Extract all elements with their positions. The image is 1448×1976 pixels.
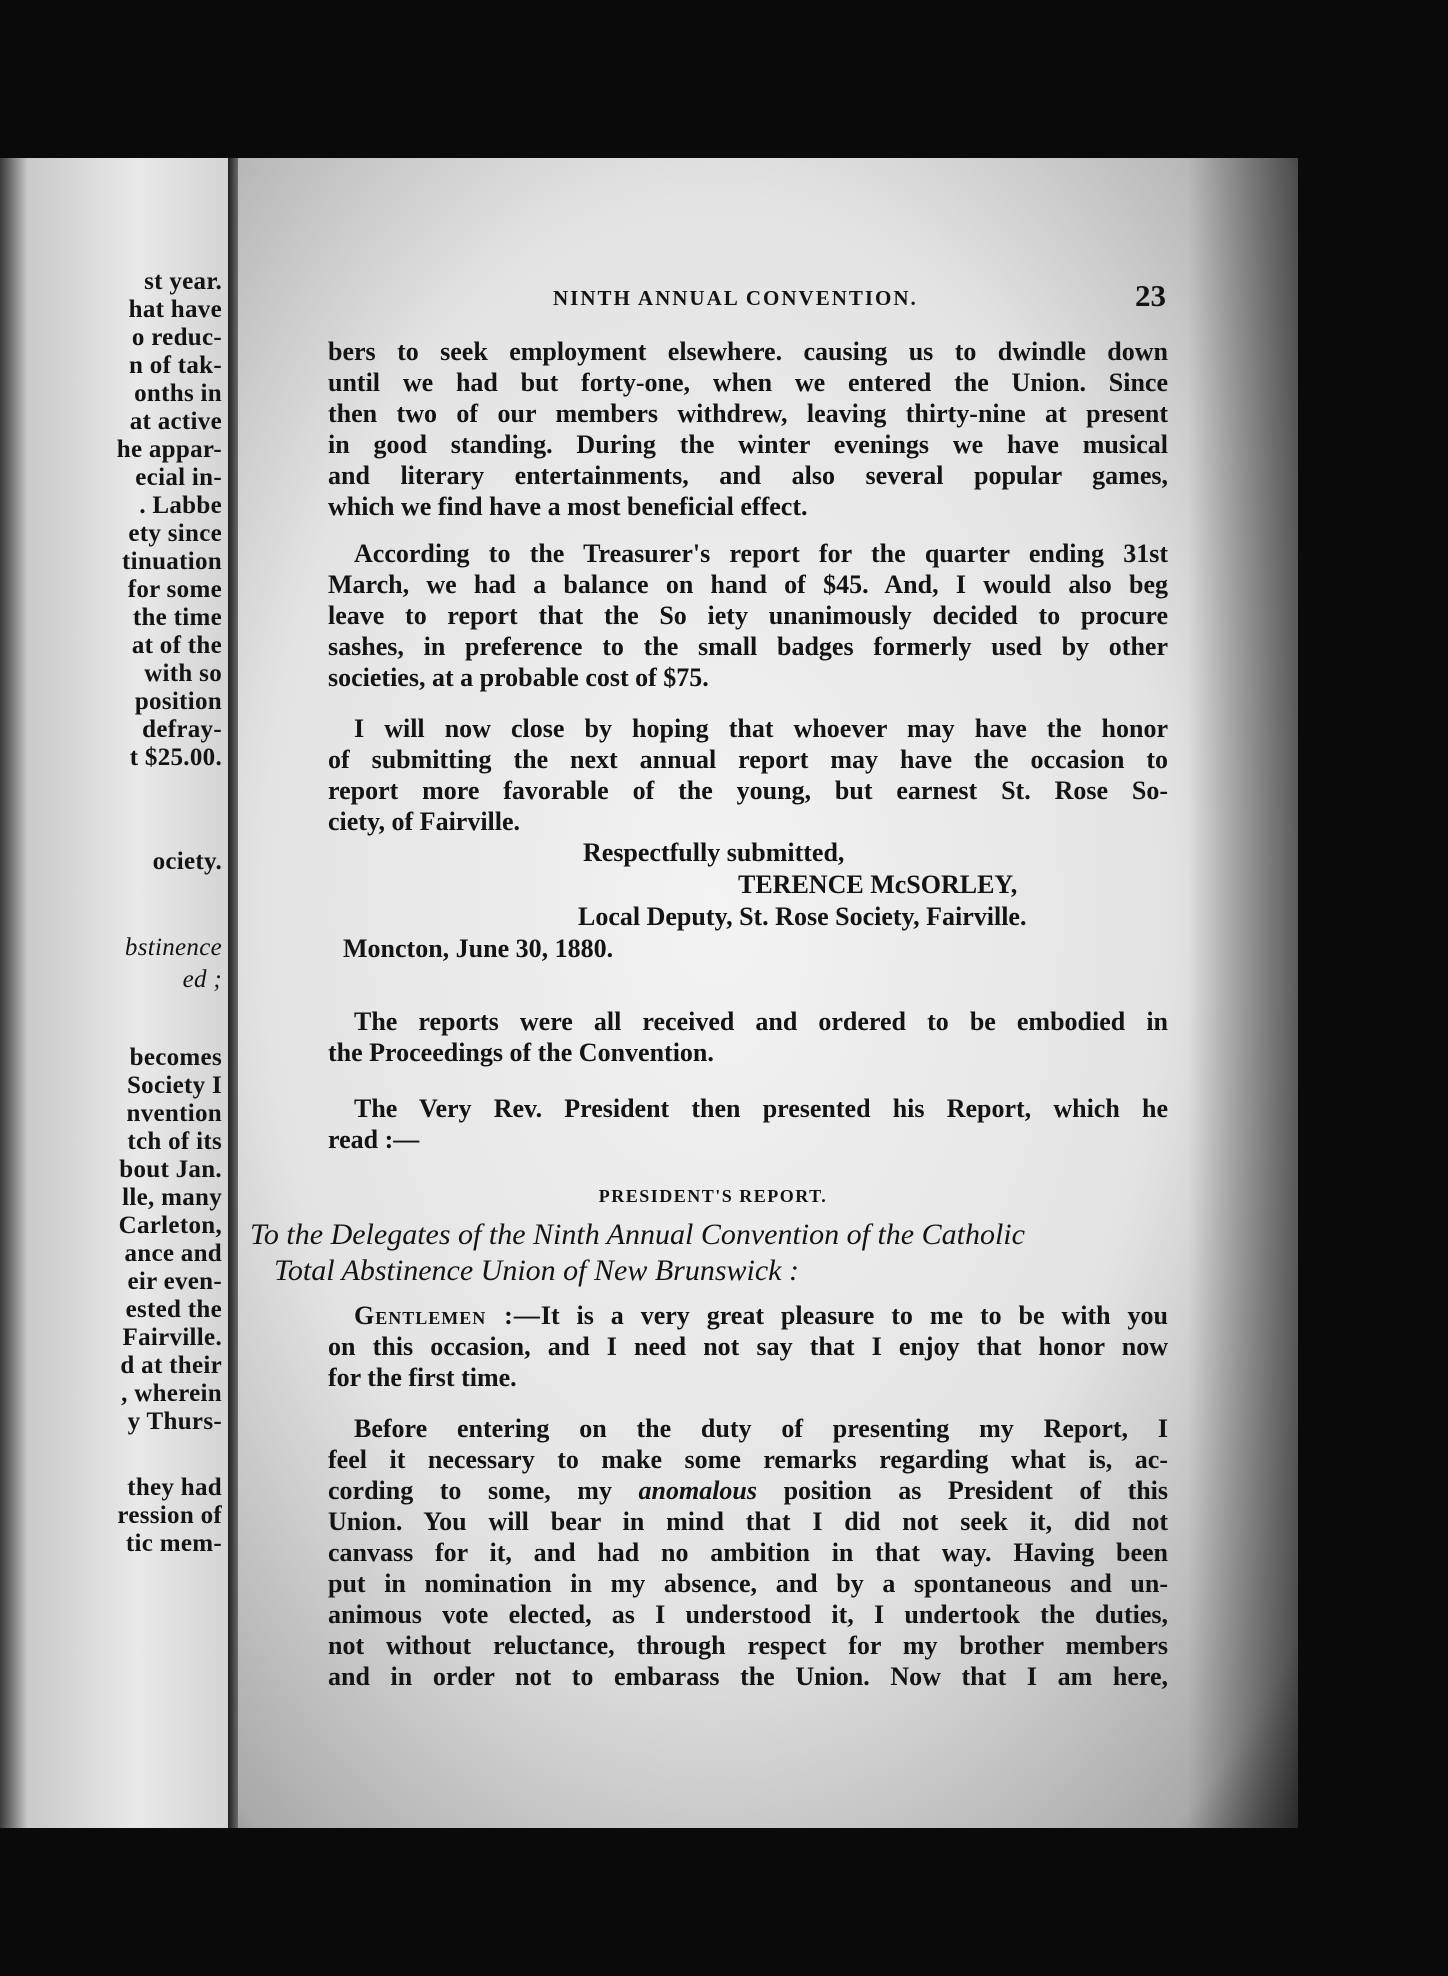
- left-page-line: hat have: [128, 296, 222, 323]
- page-gutter: [228, 158, 238, 1828]
- left-page-line: Society I: [126, 1072, 222, 1099]
- page-edge-shadow: [1188, 158, 1298, 1828]
- text-line: of submitting the next annual report may have the occasion to: [328, 745, 1168, 774]
- text-line: [328, 1300, 1168, 1331]
- text-line: the Proceedings of the Convention.: [328, 1038, 714, 1067]
- section-heading: PRESIDENT'S REPORT.: [598, 1186, 828, 1206]
- text-line: canvass for it, and had no ambition in that way. Having been: [328, 1538, 1168, 1567]
- left-page-line: t $25.00.: [129, 744, 222, 771]
- text-fragment: cording to some, my: [328, 1476, 612, 1505]
- address-line-2: Total Abstinence Union of New Brunswick :: [274, 1254, 799, 1287]
- left-page-line: he appar-: [116, 436, 222, 463]
- text-line: on this occasion, and I need not say that I enjoy that honor now: [328, 1332, 1168, 1361]
- text-line: animous vote elected, as I understood it, I undertook the duties,: [328, 1600, 1168, 1629]
- text-line: for the first time.: [328, 1363, 517, 1392]
- left-page-line: ety since: [128, 520, 222, 547]
- left-page-line: , wherein: [121, 1380, 222, 1407]
- text-line: ciety, of Fairville.: [328, 807, 521, 836]
- left-page-line: eir even-: [127, 1268, 222, 1295]
- paragraph-2: [328, 538, 1168, 693]
- closing-respectfully: Respectfully submitted,: [583, 838, 845, 867]
- text-line: and in order not to embarass the Union. Now that I am here,: [328, 1662, 1168, 1691]
- text-line: then two of our members withdrew, leaving thirty-nine at present: [328, 399, 1168, 428]
- text-line: societies, at a probable cost of $75.: [328, 663, 709, 692]
- text-line: I will now close by hoping that whoever may have the honor: [354, 714, 1168, 743]
- paragraph-3: [328, 713, 1168, 837]
- left-page-line: ecial in-: [135, 464, 222, 491]
- left-page-line: bout Jan.: [119, 1156, 222, 1183]
- text-fragment: It is a very great pleasure to me to be with you: [540, 1301, 1168, 1330]
- left-page-line: . Labbe: [139, 492, 222, 519]
- left-page-line: at of the: [131, 632, 222, 659]
- left-page-fragment: [0, 158, 228, 1828]
- paragraph-4: [328, 1006, 1168, 1068]
- left-page-line: ression of: [117, 1502, 222, 1529]
- left-page-line: for some: [127, 576, 222, 603]
- left-page-line: lle, many: [122, 1184, 222, 1211]
- paragraph-7: [328, 1413, 1168, 1692]
- left-page-line: d at their: [120, 1352, 222, 1379]
- emphasis: anomalous: [638, 1476, 758, 1505]
- text-line: March, we had a balance on hand of $45. And, I would also beg: [328, 570, 1168, 599]
- right-page: [238, 158, 1298, 1828]
- running-head-title: NINTH ANNUAL CONVENTION.: [553, 286, 918, 310]
- left-page-line: tinuation: [122, 548, 222, 575]
- text-line: until we had but forty-one, when we entered the Union. Since: [328, 368, 1168, 397]
- left-page-line: bstinence: [124, 934, 222, 961]
- text-line: According to the Treasurer's report for the quarter ending 31st: [354, 539, 1168, 568]
- left-page-line: st year.: [144, 268, 222, 295]
- text-line: in good standing. During the winter evenings we have musical: [328, 430, 1168, 459]
- text-line: sashes, in preference to the small badges formerly used by other: [328, 632, 1168, 661]
- left-page-line: ested the: [125, 1296, 222, 1323]
- page-number: 23: [1135, 278, 1166, 313]
- text-line: and literary entertainments, and also several popular games,: [328, 461, 1168, 490]
- left-page-line: tch of its: [127, 1128, 222, 1155]
- text-line: leave to report that the So iety unanimously decided to procure: [328, 601, 1168, 630]
- left-page-line: position: [134, 688, 222, 715]
- left-page-line: n of tak-: [129, 352, 222, 379]
- address-line-1: To the Delegates of the Ninth Annual Convention of the Catholic: [250, 1218, 1025, 1251]
- text-fragment: position as President of this: [783, 1476, 1169, 1505]
- text-line: [328, 1475, 1168, 1506]
- left-page-line: becomes: [129, 1044, 222, 1071]
- signatory-title: Local Deputy, St. Rose Society, Fairville.: [578, 902, 1027, 931]
- left-page-line: ed ;: [182, 966, 222, 993]
- place-date: Moncton, June 30, 1880.: [343, 934, 614, 963]
- left-page-line: o reduc-: [131, 324, 222, 351]
- text-line: not without reluctance, through respect for my brother members: [328, 1631, 1168, 1660]
- paragraph-1: [328, 336, 1168, 522]
- text-line: bers to seek employment elsewhere. causing us to dwindle down: [328, 337, 1168, 366]
- left-page-line: Carleton,: [118, 1212, 222, 1239]
- left-page-line: nvention: [126, 1100, 222, 1127]
- text-line: report more favorable of the young, but earnest St. Rose So-: [328, 776, 1168, 805]
- paragraph-6: [328, 1300, 1168, 1393]
- text-line: feel it necessary to make some remarks regarding what is, ac-: [328, 1445, 1168, 1474]
- left-page-line: they had: [127, 1474, 222, 1501]
- left-page-line: defray-: [142, 716, 222, 743]
- text-line: put in nomination in my absence, and by a spontaneous and un-: [328, 1569, 1168, 1598]
- left-page-line: ance and: [124, 1240, 222, 1267]
- text-line: Union. You will bear in mind that I did not seek it, did not: [328, 1507, 1168, 1536]
- left-page-line: onths in: [134, 380, 222, 407]
- text-line: read :—: [328, 1125, 420, 1154]
- signatory-name: TERENCE McSORLEY,: [738, 870, 1018, 899]
- left-page-line: y Thurs-: [127, 1408, 222, 1435]
- left-page-line: Fairville.: [122, 1324, 222, 1351]
- left-page-line: tic mem-: [125, 1530, 222, 1557]
- left-page-line: with so: [144, 660, 222, 687]
- text-line: which we find have a most beneficial effect.: [328, 492, 808, 521]
- paragraph-5: [328, 1093, 1168, 1155]
- text-line: Before entering on the duty of presenting my Report, I: [354, 1414, 1168, 1443]
- left-page-line: the time: [132, 604, 222, 631]
- salutation: Gentlemen :—: [354, 1301, 541, 1330]
- left-page-line: at active: [129, 408, 222, 435]
- left-page-line: ociety.: [152, 848, 222, 875]
- text-line: The Very Rev. President then presented his Report, which he: [354, 1094, 1168, 1123]
- text-line: The reports were all received and ordered to be embodied in: [354, 1007, 1168, 1036]
